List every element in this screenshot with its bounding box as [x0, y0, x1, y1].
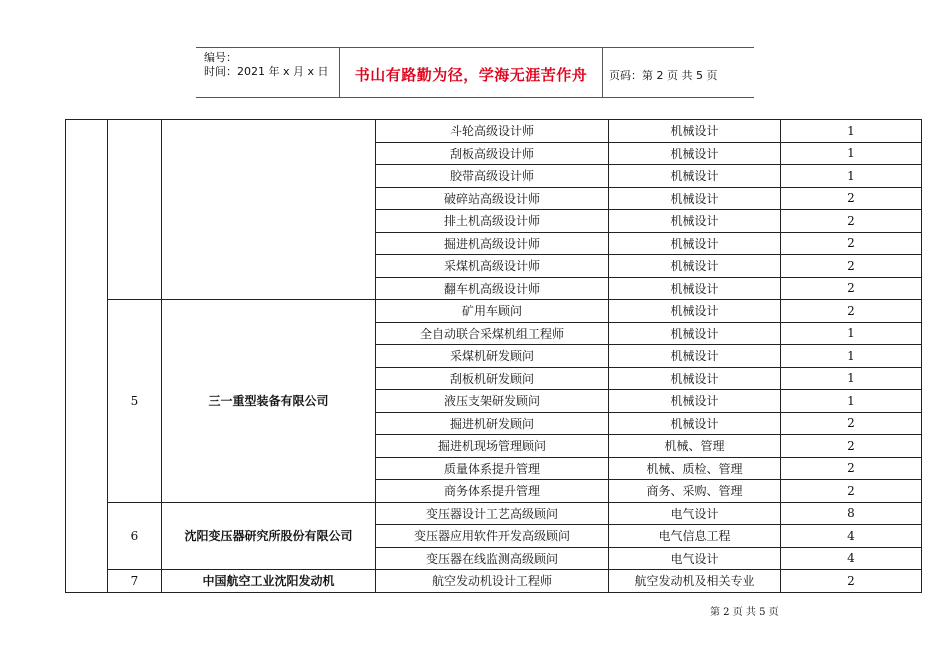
count-cell: 2	[781, 480, 922, 503]
position-cell: 翻车机高级设计师	[376, 277, 609, 300]
specialty-cell: 机械设计	[609, 255, 781, 278]
position-cell: 排土机高级设计师	[376, 210, 609, 233]
position-cell: 掘进机研发顾问	[376, 412, 609, 435]
count-cell: 1	[781, 345, 922, 368]
time-label: 时间：2021 年 x 月 x 日	[204, 65, 329, 78]
header-meta-cell	[196, 48, 340, 97]
position-cell: 航空发动机设计工程师	[376, 570, 609, 593]
position-cell: 质量体系提升管理	[376, 457, 609, 480]
count-cell: 2	[781, 300, 922, 323]
table-row	[66, 120, 922, 143]
company-name: 三一重型装备有限公司	[162, 300, 376, 503]
position-cell: 商务体系提升管理	[376, 480, 609, 503]
table-body	[66, 120, 922, 593]
specialty-cell: 机械设计	[609, 277, 781, 300]
specialty-cell: 机械、管理	[609, 435, 781, 458]
specialty-cell: 机械设计	[609, 300, 781, 323]
position-cell: 刮板高级设计师	[376, 142, 609, 165]
position-cell: 变压器应用软件开发高级顾问	[376, 525, 609, 548]
count-cell: 1	[781, 142, 922, 165]
specialty-cell: 机械设计	[609, 232, 781, 255]
company-name	[162, 120, 376, 300]
category-cell	[66, 120, 108, 593]
code-label: 编号：	[204, 51, 237, 64]
count-cell: 2	[781, 570, 922, 593]
position-cell: 掘进机高级设计师	[376, 232, 609, 255]
footer-page-number: 第 2 页 共 5 页	[710, 607, 779, 618]
count-cell: 2	[781, 277, 922, 300]
position-cell: 斗轮高级设计师	[376, 120, 609, 143]
specialty-cell: 电气设计	[609, 547, 781, 570]
count-cell: 1	[781, 367, 922, 390]
position-cell: 液压支架研发顾问	[376, 390, 609, 413]
position-cell: 变压器设计工艺高级顾问	[376, 502, 609, 525]
position-cell: 破碎站高级设计师	[376, 187, 609, 210]
header-page-cell	[603, 48, 754, 97]
specialty-cell: 商务、采购、管理	[609, 480, 781, 503]
position-cell: 变压器在线监测高级顾问	[376, 547, 609, 570]
count-cell: 2	[781, 435, 922, 458]
count-cell: 4	[781, 525, 922, 548]
group-number: 6	[108, 502, 162, 570]
specialty-cell: 电气设计	[609, 502, 781, 525]
specialty-cell: 机械设计	[609, 412, 781, 435]
position-cell: 矿用车顾问	[376, 300, 609, 323]
specialty-cell: 电气信息工程	[609, 525, 781, 548]
specialty-cell: 机械设计	[609, 165, 781, 188]
table-row	[66, 502, 922, 525]
count-cell: 1	[781, 322, 922, 345]
table-row	[66, 300, 922, 323]
count-cell: 8	[781, 502, 922, 525]
page-header	[196, 47, 754, 98]
specialty-cell: 机械设计	[609, 120, 781, 143]
count-cell: 1	[781, 390, 922, 413]
specialty-cell: 机械设计	[609, 142, 781, 165]
company-name: 沈阳变压器研究所股份有限公司	[162, 502, 376, 570]
count-cell: 1	[781, 165, 922, 188]
header-page-label: 页码：第 2 页 共 5 页	[609, 69, 718, 82]
count-cell: 2	[781, 412, 922, 435]
header-motto-cell	[340, 48, 603, 97]
count-cell: 2	[781, 457, 922, 480]
recruitment-table	[65, 119, 922, 593]
count-cell: 2	[781, 210, 922, 233]
specialty-cell: 机械设计	[609, 345, 781, 368]
count-cell: 1	[781, 120, 922, 143]
motto-text: 书山有路勤为径，学海无涯苦作舟	[354, 66, 588, 84]
specialty-cell: 机械设计	[609, 322, 781, 345]
specialty-cell: 机械设计	[609, 367, 781, 390]
group-number: 5	[108, 300, 162, 503]
specialty-cell: 机械设计	[609, 187, 781, 210]
company-name: 中国航空工业沈阳发动机	[162, 570, 376, 593]
position-cell: 胶带高级设计师	[376, 165, 609, 188]
group-number	[108, 120, 162, 300]
position-cell: 全自动联合采煤机组工程师	[376, 322, 609, 345]
specialty-cell: 航空发动机及相关专业	[609, 570, 781, 593]
count-cell: 2	[781, 187, 922, 210]
position-cell: 掘进机现场管理顾问	[376, 435, 609, 458]
count-cell: 4	[781, 547, 922, 570]
specialty-cell: 机械、质检、管理	[609, 457, 781, 480]
count-cell: 2	[781, 255, 922, 278]
position-cell: 采煤机研发顾问	[376, 345, 609, 368]
group-number: 7	[108, 570, 162, 593]
specialty-cell: 机械设计	[609, 210, 781, 233]
specialty-cell: 机械设计	[609, 390, 781, 413]
position-cell: 采煤机高级设计师	[376, 255, 609, 278]
position-cell: 刮板机研发顾问	[376, 367, 609, 390]
table-row	[66, 570, 922, 593]
count-cell: 2	[781, 232, 922, 255]
